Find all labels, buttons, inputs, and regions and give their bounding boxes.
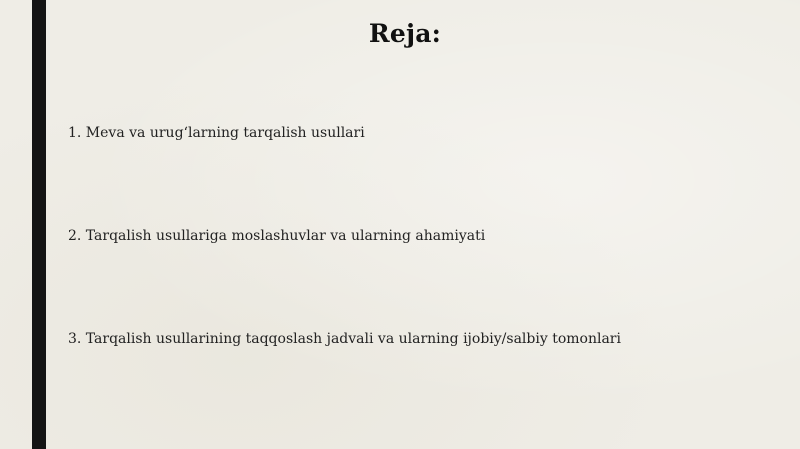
plan-item-1: 1. Meva va urug‘larning tarqalish usullari [68,125,365,141]
slide-title: Reja: [368,19,442,48]
plan-item-3: 3. Tarqalish usullarining taqqoslash jadvali va ularning ijobiy/salbiy tomonlari [68,331,621,347]
plan-item-2: 2. Tarqalish usullariga moslashuvlar va ularning ahamiyati [68,228,486,244]
left-accent-bar [32,0,46,449]
